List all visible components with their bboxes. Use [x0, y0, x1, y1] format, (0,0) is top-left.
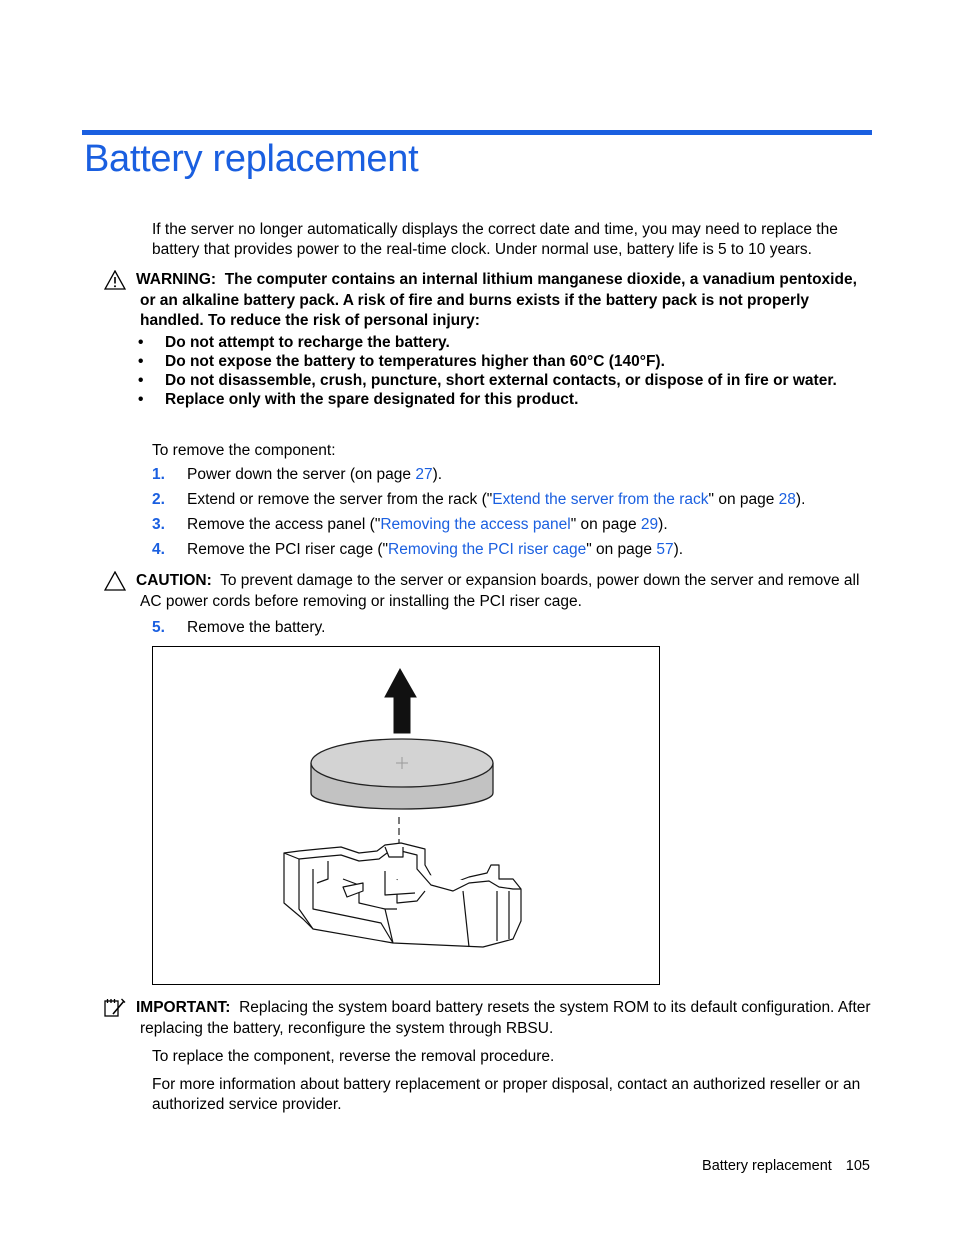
- warning-triangle-icon: [104, 270, 126, 290]
- list-item: • Do not expose the battery to temperatures higher than 60°C (140°F).: [138, 353, 665, 370]
- step-2: 2. Extend or remove the server from the rack ("Extend the server from the rack" on page 28).: [152, 491, 806, 508]
- page-link-27[interactable]: 27: [415, 466, 433, 483]
- step-5: 5. Remove the battery.: [152, 619, 326, 636]
- link-removing-access-panel[interactable]: Removing the access panel: [380, 516, 571, 533]
- warning-text: The computer contains an internal lithium manganese dioxide, a vanadium pentoxide, or an alkaline battery pack. A risk of fire and burns exists if the battery pack is not properly handled. To reduce the risk of personal injury:: [140, 271, 857, 329]
- title-rule: [82, 130, 872, 135]
- step-3: 3. Remove the access panel ("Removing the access panel" on page 29).: [152, 516, 668, 533]
- caution-notice: [104, 571, 874, 612]
- battery-removal-figure: [152, 646, 660, 985]
- step-4: 4. Remove the PCI riser cage ("Removing the PCI riser cage" on page 57).: [152, 541, 684, 558]
- removal-steps: [152, 465, 872, 565]
- page-link-57[interactable]: 57: [656, 541, 674, 558]
- footer-page-number: 105: [845, 1158, 870, 1174]
- caution-text: To prevent damage to the server or expansion boards, power down the server and remove all AC power cords before removing or installing the PCI riser cage.: [140, 572, 860, 610]
- page-link-28[interactable]: 28: [778, 491, 796, 508]
- page-title: Battery replacement: [84, 138, 419, 180]
- caution-triangle-icon: [104, 571, 126, 591]
- coin-battery-icon: [311, 739, 493, 809]
- up-arrow-icon: [385, 669, 416, 733]
- list-item: • Do not attempt to recharge the battery.: [138, 334, 450, 351]
- battery-illustration: [153, 647, 659, 984]
- more-info-paragraph: For more information about battery replacement or proper disposal, contact an authorized reseller or an authorized service provider.: [152, 1076, 861, 1113]
- warning-notice: [104, 270, 874, 332]
- important-notice: [104, 998, 874, 1039]
- list-item: • Do not disassemble, crush, puncture, short external contacts, or dispose of in fire or water.: [138, 372, 837, 389]
- important-text: Replacing the system board battery resets the system ROM to its default configuration. After replacing the battery, reconfigure the system through RBSU.: [140, 999, 871, 1037]
- warning-bullet-list: [138, 333, 868, 409]
- page-link-29[interactable]: 29: [640, 516, 659, 533]
- page-footer: [702, 1158, 870, 1174]
- footer-section-title: Battery replacement: [702, 1158, 832, 1174]
- important-label: IMPORTANT:: [136, 999, 231, 1016]
- removal-step-5: [152, 618, 872, 643]
- list-item: • Replace only with the spare designated for this product.: [138, 391, 579, 408]
- intro-paragraph: If the server no longer automatically displays the correct date and time, you may need to replace the battery that provides power to the real-time clock. Under normal use, battery life is 5 to 10 years.: [152, 221, 838, 258]
- caution-label: CAUTION:: [136, 572, 212, 589]
- step-1: 1. Power down the server (on page 27).: [152, 466, 443, 483]
- warning-label: WARNING:: [136, 271, 217, 288]
- link-extend-server[interactable]: Extend the server from the rack: [492, 491, 709, 508]
- important-notepad-icon: [104, 998, 126, 1018]
- link-removing-pci-riser-cage[interactable]: Removing the PCI riser cage: [388, 541, 587, 558]
- replace-paragraph: To replace the component, reverse the removal procedure.: [152, 1048, 555, 1065]
- battery-holder-icon: [284, 843, 521, 947]
- remove-intro: To remove the component:: [152, 442, 336, 459]
